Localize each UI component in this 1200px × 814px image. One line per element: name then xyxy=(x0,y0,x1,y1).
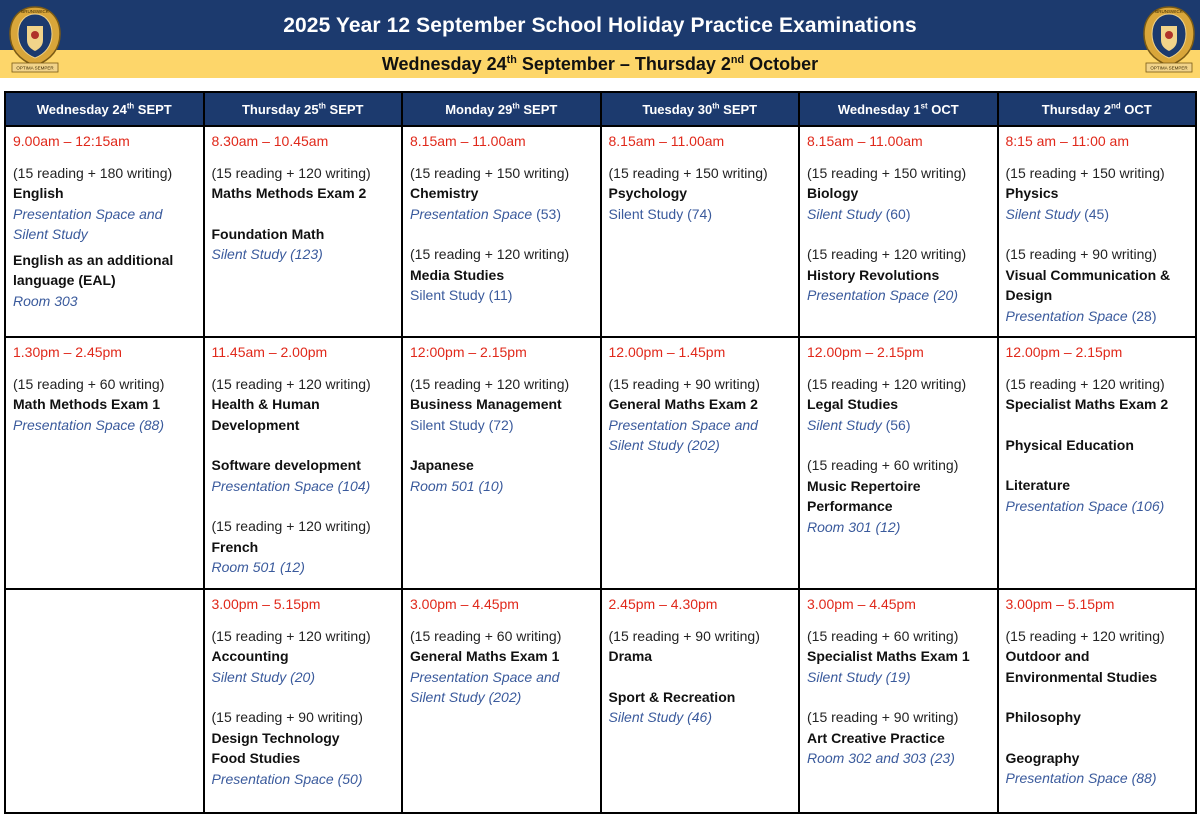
subject-name: Physics xyxy=(1005,185,1059,201)
subject-name: Sport & Recreation xyxy=(608,688,736,705)
session-row-morning xyxy=(5,126,1196,337)
venue: Presentation Space and xyxy=(410,668,560,685)
venue: Presentation Space (88) xyxy=(1005,770,1157,786)
exam-cell xyxy=(799,337,998,589)
session-time: 3.00pm – 4.45pm xyxy=(410,596,519,612)
column-header: Tuesday 30th SEPT xyxy=(601,92,800,126)
session-time: 8.15am – 11.00am xyxy=(807,133,923,149)
venue: Room 302 and 303 (23) xyxy=(807,750,955,766)
reading-time: (15 reading + 60 writing) xyxy=(807,457,959,473)
venue: Room 501 (12) xyxy=(211,559,305,575)
reading-time: (15 reading + 60 writing) xyxy=(13,375,165,392)
exam-cell xyxy=(402,337,601,589)
subject-name: Foundation Math xyxy=(211,225,325,242)
subject-name: Health & Human xyxy=(211,396,320,412)
venue: Silent Study (202) xyxy=(608,437,720,453)
reading-time: (15 reading + 120 writing) xyxy=(211,375,371,392)
subject-name: English as an additional xyxy=(13,251,174,268)
reading-time: (15 reading + 120 writing) xyxy=(410,246,570,262)
venue: Silent Study (60) xyxy=(807,205,911,222)
subject-name: Specialist Maths Exam 1 xyxy=(807,648,970,664)
venue: Presentation Space (106) xyxy=(1005,497,1165,514)
subject-name: Japanese xyxy=(410,457,474,473)
venue: Silent Study (19) xyxy=(807,668,911,685)
session-time: 2.45pm – 4.30pm xyxy=(608,596,718,612)
subject-name: English xyxy=(13,185,64,201)
subject-name: Media Studies xyxy=(410,266,505,283)
subject-name: language (EAL) xyxy=(13,272,116,288)
subject-name: Legal Studies xyxy=(807,396,899,412)
session-time: 12.00pm – 2.15pm xyxy=(807,344,924,360)
exam-cell xyxy=(5,337,204,589)
subject-name: Food Studies xyxy=(211,750,301,766)
reading-time: (15 reading + 150 writing) xyxy=(1005,164,1165,181)
session-time: 11.45am – 2.00pm xyxy=(211,344,328,360)
page-title: 2025 Year 12 September School Holiday Practice Examinations xyxy=(283,14,917,37)
school-crest-icon xyxy=(1140,4,1198,74)
reading-time: (15 reading + 180 writing) xyxy=(13,164,173,181)
exam-cell-empty xyxy=(5,589,204,813)
svg-text:OPTIMA SEMPER: OPTIMA SEMPER xyxy=(16,65,54,71)
subject-name: Art Creative Practice xyxy=(807,729,945,746)
venue: Presentation Space (53) xyxy=(410,205,561,222)
reading-time: (15 reading + 120 writing) xyxy=(807,375,967,392)
venue: Presentation Space (104) xyxy=(211,477,371,494)
exam-cell xyxy=(998,126,1197,337)
venue: Silent Study (74) xyxy=(608,205,712,222)
reading-time: (15 reading + 120 writing) xyxy=(807,246,967,262)
subject-name: Development xyxy=(211,416,300,433)
subject-name: Literature xyxy=(1005,477,1071,493)
reading-time: (15 reading + 90 writing) xyxy=(608,375,760,392)
exam-cell xyxy=(204,126,403,337)
exam-cell xyxy=(799,126,998,337)
subject-name: Drama xyxy=(608,648,653,664)
subject-name: General Maths Exam 2 xyxy=(608,396,758,412)
venue: Silent Study (46) xyxy=(608,709,712,725)
exam-cell xyxy=(601,126,800,337)
subject-name: French xyxy=(211,538,259,555)
reading-time: (15 reading + 90 writing) xyxy=(608,627,760,644)
subject-name: Visual Communication & xyxy=(1005,266,1171,283)
venue: Silent Study (45) xyxy=(1005,205,1110,222)
venue: Room 303 xyxy=(13,292,78,309)
session-time: 3.00pm – 5.15pm xyxy=(211,596,321,612)
venue: Silent Study (56) xyxy=(807,416,911,433)
venue: Presentation Space (50) xyxy=(211,770,363,787)
reading-time: (15 reading + 90 writing) xyxy=(211,709,363,725)
venue: Silent Study (202) xyxy=(410,689,522,705)
exam-cell xyxy=(5,126,204,337)
reading-time: (15 reading + 150 writing) xyxy=(807,164,967,181)
exam-cell xyxy=(601,337,800,589)
subject-name: Philosophy xyxy=(1005,709,1081,725)
reading-time: (15 reading + 150 writing) xyxy=(410,164,570,181)
subject-name: Software development xyxy=(211,457,361,473)
subject-name: Math Methods Exam 1 xyxy=(13,396,161,412)
column-header: Wednesday 24th SEPT xyxy=(5,92,204,126)
venue: Room 501 (10) xyxy=(410,477,504,494)
session-time: 3.00pm – 5.15pm xyxy=(1005,596,1115,612)
subject-name: Biology xyxy=(807,185,859,201)
session-time: 8.30am – 10.45am xyxy=(211,133,329,149)
subject-name: Accounting xyxy=(211,648,289,664)
session-time: 9.00am – 12:15am xyxy=(13,133,130,149)
subject-name: Specialist Maths Exam 2 xyxy=(1005,396,1169,412)
session-row-midday xyxy=(5,337,1196,589)
svg-text:OPTIMA SEMPER: OPTIMA SEMPER xyxy=(1150,65,1188,71)
venue: Presentation Space and xyxy=(608,416,758,433)
exam-cell xyxy=(204,589,403,813)
subject-name: Environmental Studies xyxy=(1005,668,1158,685)
session-time: 12:00pm – 2.15pm xyxy=(410,344,527,360)
reading-time: (15 reading + 120 writing) xyxy=(1005,627,1165,644)
subject-name: Outdoor and xyxy=(1005,648,1090,664)
school-crest-icon xyxy=(6,4,64,74)
session-time: 12.00pm – 1.45pm xyxy=(608,344,726,360)
reading-time: (15 reading + 120 writing) xyxy=(1005,375,1165,392)
subject-name: Music Repertoire xyxy=(807,477,921,494)
venue: Presentation Space (88) xyxy=(13,416,164,433)
session-row-afternoon xyxy=(5,589,1196,813)
subject-name: General Maths Exam 1 xyxy=(410,648,560,664)
reading-time: (15 reading + 90 writing) xyxy=(807,709,959,725)
subject-name: Performance xyxy=(807,498,893,514)
subject-name: Design xyxy=(1005,287,1053,303)
venue: Silent Study (20) xyxy=(211,668,315,685)
column-header: Thursday 2nd OCT xyxy=(998,92,1197,126)
venue: Presentation Space (20) xyxy=(807,287,958,303)
venue: Presentation Space (28) xyxy=(1005,307,1157,324)
subject-name: Geography xyxy=(1005,749,1080,766)
exam-cell xyxy=(601,589,800,813)
exam-cell xyxy=(998,589,1197,813)
venue: Silent Study (72) xyxy=(410,416,514,433)
subject-name: Business Management xyxy=(410,396,562,412)
column-header: Wednesday 1st OCT xyxy=(799,92,998,126)
reading-time: (15 reading + 60 writing) xyxy=(807,627,959,644)
venue: Silent Study xyxy=(13,226,88,242)
session-time: 8.15am – 11.00am xyxy=(410,133,526,149)
exam-cell xyxy=(998,337,1197,589)
reading-time: (15 reading + 60 writing) xyxy=(410,627,562,644)
exam-timetable xyxy=(4,91,1197,814)
subject-name: Chemistry xyxy=(410,185,479,201)
column-header: Thursday 25th SEPT xyxy=(204,92,403,126)
subject-name: Physical Education xyxy=(1005,436,1134,453)
reading-time: (15 reading + 120 writing) xyxy=(211,627,371,644)
session-time: 12.00pm – 2.15pm xyxy=(1005,344,1123,360)
svg-text:BRUNSWICK: BRUNSWICK xyxy=(1155,9,1183,14)
reading-time: (15 reading + 120 writing) xyxy=(410,375,570,392)
exam-cell xyxy=(402,589,601,813)
reading-time: (15 reading + 90 writing) xyxy=(1005,246,1157,262)
session-time: 8:15 am – 11:00 am xyxy=(1005,133,1129,149)
venue: Silent Study (11) xyxy=(410,287,513,303)
reading-time: (15 reading + 120 writing) xyxy=(211,518,371,534)
exam-cell xyxy=(799,589,998,813)
session-time: 1.30pm – 2.45pm xyxy=(13,344,122,360)
session-time: 8.15am – 11.00am xyxy=(608,133,725,149)
reading-time: (15 reading + 150 writing) xyxy=(608,164,768,181)
reading-time: (15 reading + 120 writing) xyxy=(211,164,371,181)
venue: Room 301 (12) xyxy=(807,518,901,535)
venue: Silent Study (123) xyxy=(211,246,323,262)
exam-cell xyxy=(402,126,601,337)
subject-name: History Revolutions xyxy=(807,266,940,283)
column-header: Monday 29th SEPT xyxy=(402,92,601,126)
venue: Presentation Space and xyxy=(13,205,163,222)
svg-text:BRUNSWICK: BRUNSWICK xyxy=(21,9,49,14)
session-time: 3.00pm – 4.45pm xyxy=(807,596,916,612)
exam-cell xyxy=(204,337,403,589)
subject-name: Design Technology xyxy=(211,729,340,746)
subject-name: Maths Methods Exam 2 xyxy=(211,185,367,201)
subject-name: Psychology xyxy=(608,185,688,201)
date-range: Wednesday 24th September – Thursday 2nd October xyxy=(381,54,819,74)
day-header-row xyxy=(5,92,1196,126)
